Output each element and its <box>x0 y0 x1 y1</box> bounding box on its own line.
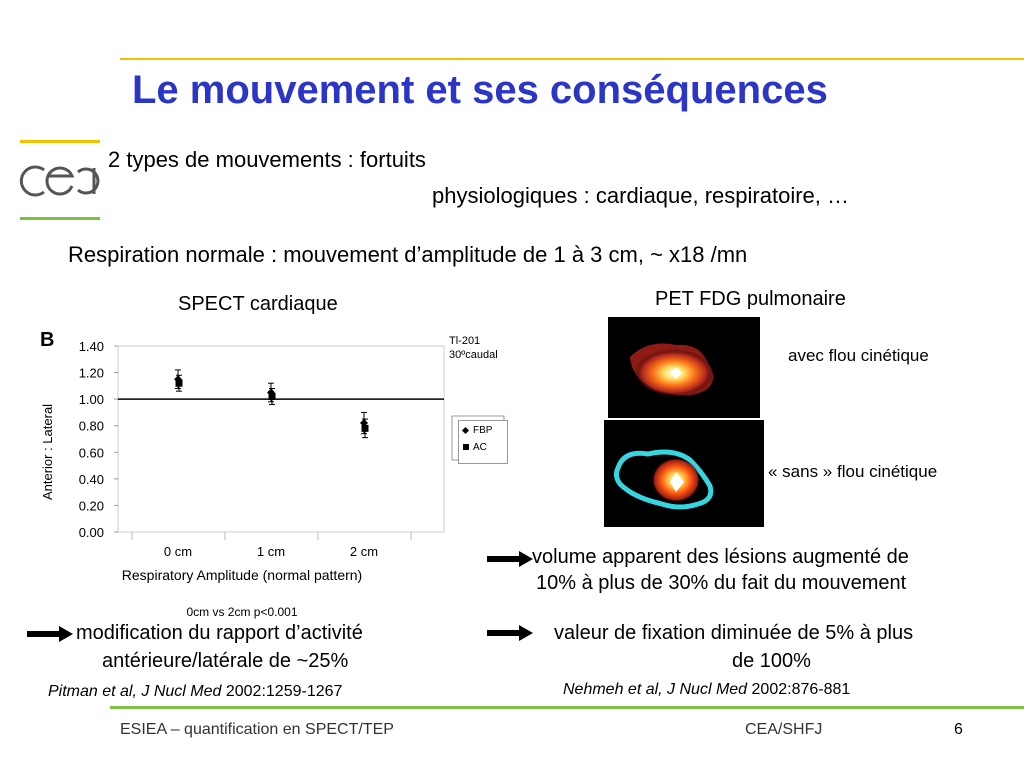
chart-y-tick-label: 1.40 <box>78 339 104 354</box>
chart-x-tick-label: 1 cm <box>256 544 286 559</box>
chart-y-tick-label: 0.60 <box>78 445 104 461</box>
chart-plot-frame <box>118 346 444 532</box>
ref-left-pages: 2002:1259-1267 <box>225 683 343 700</box>
footer-line <box>110 706 1024 709</box>
chart-note: 0cm vs 2cm p<0.001 <box>186 605 298 619</box>
chart-y-tick-label: 0.00 <box>78 525 104 540</box>
chart-x-tick-label: 2 cm <box>349 544 379 559</box>
chart-point-ac <box>176 380 183 387</box>
modif-line2: antérieure/latérale de ~25% <box>102 650 349 672</box>
footer-left: ESIEA – quantification en SPECT/TEP <box>120 721 394 738</box>
footer-center: CEA/SHFJ <box>745 721 823 738</box>
pet-label: PET FDG pulmonaire <box>655 288 846 310</box>
title-top-line <box>120 58 1024 60</box>
ref-right-pages: 2002:876-881 <box>751 681 851 698</box>
ref-right <box>563 681 850 699</box>
page-number: 6 <box>954 721 963 738</box>
respiration-text: Respiration normale : mouvement d’amplitude de 1 à 3 cm, ~ x18 /mn <box>68 242 748 267</box>
arrow-right-icon <box>487 551 533 567</box>
movement-types-line2: physiologiques : cardiaque, respiratoire, … <box>432 183 850 208</box>
chart-y-tick-label: 0.40 <box>78 471 104 487</box>
chart-point-ac <box>362 425 369 432</box>
slide-title: Le mouvement et ses conséquences <box>132 68 828 112</box>
arrow-right-icon <box>27 626 73 642</box>
modif-line1: modification du rapport d’activité <box>76 622 363 644</box>
ref-left <box>48 683 342 701</box>
chart-annotation-1: Tl-201 <box>449 335 481 347</box>
pet-image-without-blur <box>604 420 764 527</box>
volume-line1: volume apparent des lésions augmenté de <box>532 546 909 568</box>
ref-left-authors: Pitman et al, J Nucl Med <box>48 683 222 700</box>
logo-bottom-bar <box>20 217 100 220</box>
movement-types-line1: 2 types de mouvements : fortuits <box>108 147 426 172</box>
spect-label: SPECT cardiaque <box>178 293 338 315</box>
chart-y-tick-label: 1.00 <box>78 392 104 408</box>
ref-right-authors: Nehmeh et al, J Nucl Med <box>563 681 748 698</box>
chart-x-tick-label: 0 cm <box>163 544 193 559</box>
chart-y-tick-label: 0.20 <box>78 498 104 514</box>
logo-top-bar <box>20 140 100 143</box>
volume-line2: 10% à plus de 30% du fait du mouvement <box>536 572 907 594</box>
chart-annotation-2: 30ºcaudal <box>449 349 498 361</box>
chart-y-tick-label: 0.80 <box>78 418 104 434</box>
fixation-line2: de 100% <box>732 650 811 672</box>
legend-item-ac: AC <box>463 442 507 453</box>
pet-image-with-blur <box>608 317 760 418</box>
chart-legend-box <box>458 420 508 464</box>
chart-panel-label: B <box>40 329 55 351</box>
cea-logo <box>20 158 102 204</box>
chart-point-ac <box>269 393 276 400</box>
arrow-right-icon <box>487 625 533 641</box>
pet-without-blur-label: « sans » flou cinétique <box>768 462 938 481</box>
fixation-line1: valeur de fixation diminuée de 5% à plus <box>554 622 914 644</box>
pet-with-blur-label: avec flou cinétique <box>788 346 929 365</box>
chart-y-axis-label: Anterior : Lateral <box>40 403 55 501</box>
legend-item-fbp: FBP <box>463 425 507 436</box>
chart-x-axis-label: Respiratory Amplitude (normal pattern) <box>121 567 363 583</box>
chart-y-tick-label: 1.20 <box>78 365 104 381</box>
